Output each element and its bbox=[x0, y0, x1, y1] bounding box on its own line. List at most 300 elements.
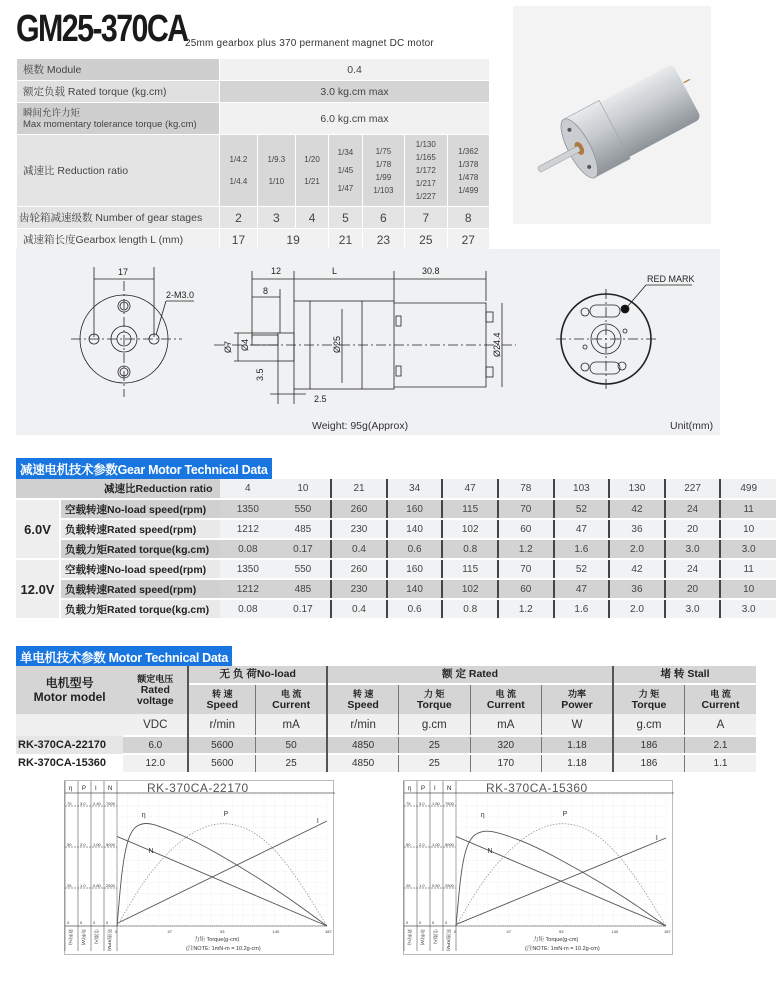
gear-row-label: 空载转速No-load speed(rpm) bbox=[60, 559, 220, 579]
unit-label: g.cm bbox=[613, 714, 684, 736]
gear-row-label: 负载转速Rated speed(rpm) bbox=[60, 519, 220, 539]
gear-data-row bbox=[16, 599, 776, 619]
motor-column-header bbox=[684, 684, 756, 714]
axis-tick-label: 3.0 bbox=[80, 801, 86, 806]
gear-row-value: 10 bbox=[720, 519, 776, 539]
gear-row-value: 1.2 bbox=[498, 599, 554, 619]
gear-row-value: 0.17 bbox=[276, 599, 332, 619]
motor-column-header bbox=[256, 684, 327, 714]
gear-motor-table bbox=[16, 479, 758, 620]
ratio-value: 499 bbox=[720, 479, 776, 499]
axis-name: N bbox=[447, 786, 452, 792]
spec-row-max-torque bbox=[17, 103, 490, 135]
axis-tick-label: 7500 bbox=[445, 801, 454, 806]
axis-tick-label: 0.50 bbox=[432, 883, 440, 888]
gear-row-label: 负载力矩Rated torque(kg.cm) bbox=[60, 539, 220, 559]
series-label: N bbox=[148, 848, 154, 856]
rear-view-drawing bbox=[556, 285, 692, 389]
gear-row-value: 1212 bbox=[220, 519, 276, 539]
gear-row-label: 负载力矩Rated torque(kg.cm) bbox=[60, 599, 220, 619]
gear-row-value: 42 bbox=[609, 559, 665, 579]
gear-row-value: 0.6 bbox=[387, 539, 443, 559]
gear-data-row bbox=[16, 499, 776, 519]
gear-row-value: 60 bbox=[498, 519, 554, 539]
reduction-ratio-group bbox=[257, 135, 295, 207]
reduction-ratio-label: 减速比 Reduction ratio bbox=[17, 135, 220, 207]
axis-tick-label: 0 bbox=[93, 920, 96, 925]
gear-stages-value: 5 bbox=[329, 207, 362, 229]
dim-d24-4: Ø24.4 bbox=[492, 332, 502, 357]
ratio-value: 130 bbox=[609, 479, 665, 499]
geared-motor-photo bbox=[513, 6, 711, 224]
reduction-ratio-group bbox=[447, 135, 489, 207]
voltage-header-cn: 额定电压 bbox=[137, 673, 174, 684]
gear-row-value: 485 bbox=[276, 519, 332, 539]
gear-row-value: 1.2 bbox=[498, 539, 554, 559]
voltage-label: 6.0V bbox=[16, 499, 60, 559]
motor-column-header-en: Current bbox=[701, 698, 740, 711]
axis-unit-label: 电流(A) bbox=[94, 929, 99, 944]
gear-row-label: 空载转速No-load speed(rpm) bbox=[60, 499, 220, 519]
x-tick-label: 93 bbox=[559, 929, 564, 934]
series-label: η bbox=[480, 812, 485, 820]
gear-row-value: 0.4 bbox=[331, 539, 387, 559]
unit-label: r/min bbox=[327, 714, 398, 736]
axis-tick-label: 0 bbox=[80, 920, 83, 925]
ratio-value: 227 bbox=[665, 479, 721, 499]
axis-tick-label: 7500 bbox=[106, 801, 115, 806]
reduction-ratio-value: 1/478 bbox=[458, 172, 479, 182]
axis-unit-label: 转速(RPM) bbox=[107, 929, 112, 951]
gear-row-value: 140 bbox=[387, 519, 443, 539]
motor-value: 1.1 bbox=[684, 754, 756, 772]
x-tick-label: 140 bbox=[611, 929, 619, 934]
gear-row-value: 11 bbox=[720, 559, 776, 579]
reduction-ratio-value: 1/4.4 bbox=[229, 176, 248, 186]
gear-row-value: 0.8 bbox=[442, 539, 498, 559]
gear-row-value: 550 bbox=[276, 559, 332, 579]
motor-value: 5600 bbox=[188, 736, 255, 754]
dim-3-5: 3.5 bbox=[255, 368, 265, 381]
axis-tick-label: 2.0 bbox=[419, 842, 425, 847]
x-tick-label: 47 bbox=[506, 929, 511, 934]
axis-tick-label: 1.00 bbox=[432, 842, 440, 847]
reduction-ratio-value: 1/499 bbox=[458, 185, 479, 195]
axis-unit-label: 效率(%) bbox=[68, 929, 73, 945]
gear-table-title: 减速电机技术参数Gear Motor Technical Data bbox=[16, 458, 272, 480]
gear-stages-value: 3 bbox=[257, 207, 295, 229]
motor-column-header bbox=[542, 684, 613, 714]
dim-d7: Ø7 bbox=[223, 340, 233, 353]
motor-column-header-cn: 电 流 bbox=[280, 688, 302, 699]
motor-value: 5600 bbox=[188, 754, 255, 772]
x-tick-label: 140 bbox=[272, 929, 280, 934]
gear-row-value: 115 bbox=[442, 559, 498, 579]
gear-data-row bbox=[16, 559, 776, 579]
x-tick-label: 93 bbox=[220, 929, 225, 934]
spec-table bbox=[16, 58, 490, 251]
rated-torque-label: 额定负载 Rated torque (kg.cm) bbox=[17, 81, 220, 103]
gear-row-value: 160 bbox=[387, 559, 443, 579]
chart-title: RK-370CA-22170 bbox=[147, 781, 249, 795]
reduction-ratio-value: 1/165 bbox=[415, 153, 436, 162]
series-label: P bbox=[562, 811, 568, 818]
reduction-ratio-value: 1/10 bbox=[268, 176, 285, 186]
gear-row-value: 0.17 bbox=[276, 539, 332, 559]
ratio-value: 10 bbox=[276, 479, 332, 499]
max-torque-label bbox=[17, 103, 220, 135]
series-label: P bbox=[223, 811, 229, 818]
gear-ratio-header-row bbox=[16, 479, 776, 499]
weight-label: Weight: 95g(Approx) bbox=[312, 420, 409, 432]
axis-tick-label: 0.80 bbox=[93, 883, 101, 888]
axis-name: η bbox=[408, 786, 412, 792]
axis-tick-label: 75 bbox=[67, 801, 72, 806]
axis-unit-label: 功率(W) bbox=[81, 929, 86, 946]
motor-column-header bbox=[399, 684, 470, 714]
gear-row-value: 0.8 bbox=[442, 599, 498, 619]
series-label: I bbox=[655, 834, 658, 842]
max-torque-value: 6.0 kg.cm max bbox=[220, 103, 490, 135]
gearbox-length-value: 21 bbox=[329, 229, 362, 251]
gear-row-value: 115 bbox=[442, 499, 498, 519]
gear-row-value: 1.6 bbox=[554, 599, 610, 619]
axis-name: P bbox=[421, 786, 426, 792]
reduction-ratio-group bbox=[362, 135, 404, 207]
motor-column-header-cn: 转 速 bbox=[352, 688, 374, 699]
axis-tick-label: 25 bbox=[67, 883, 72, 888]
gear-stages-label: 齿轮箱减速级数 Number of gear stages bbox=[17, 207, 220, 229]
dim-l: L bbox=[332, 266, 338, 276]
max-torque-label-en: Max momentary tolerance torque (kg.cm) bbox=[23, 118, 197, 130]
axis-tick-label: 0 bbox=[67, 920, 70, 925]
axis-unit-label: 功率(W) bbox=[420, 929, 425, 946]
axis-name: N bbox=[108, 786, 113, 792]
motor-column-header-cn: 力 矩 bbox=[638, 688, 660, 699]
stall-group-header: 堵 转 Stall bbox=[613, 666, 756, 684]
axis-tick-label: 5000 bbox=[106, 842, 115, 847]
x-tick-label: 187 bbox=[325, 929, 332, 934]
motor-column-header-en: Current bbox=[486, 698, 525, 711]
gear-row-value: 24 bbox=[665, 559, 721, 579]
motor-row bbox=[16, 736, 756, 754]
reduction-ratio-value: 1/227 bbox=[415, 192, 436, 201]
gear-data-row bbox=[16, 519, 776, 539]
side-view-drawing bbox=[214, 271, 516, 404]
unit-label: mA bbox=[256, 714, 327, 736]
gear-row-value: 260 bbox=[331, 559, 387, 579]
axis-name: I bbox=[434, 786, 436, 792]
reduction-ratio-value: 1/45 bbox=[337, 165, 354, 175]
axis-unit-label: 电流(A) bbox=[433, 929, 438, 944]
gear-row-value: 70 bbox=[498, 499, 554, 519]
motor-value: 50 bbox=[256, 736, 327, 754]
reduction-ratio-group bbox=[405, 135, 447, 207]
spec-row-reduction-ratio bbox=[17, 135, 490, 207]
chart-title: RK-370CA-15360 bbox=[486, 781, 588, 795]
ratio-value: 103 bbox=[554, 479, 610, 499]
unit-label: r/min bbox=[188, 714, 255, 736]
gear-row-value: 550 bbox=[276, 499, 332, 519]
motor-value: 2.1 bbox=[684, 736, 756, 754]
gear-row-value: 2.0 bbox=[609, 599, 665, 619]
gear-row-value: 102 bbox=[442, 579, 498, 599]
motor-value: 25 bbox=[399, 754, 470, 772]
motor-column-header bbox=[470, 684, 541, 714]
axis-tick-label: 2500 bbox=[106, 883, 115, 888]
performance-chart-22170 bbox=[64, 780, 334, 955]
x-axis-label: 力矩 Torque(g-cm) bbox=[533, 937, 579, 943]
motor-row bbox=[16, 754, 756, 772]
reduction-ratio-value: 1/20 bbox=[304, 154, 320, 164]
dimension-drawing bbox=[16, 249, 720, 435]
gear-stages-value: 4 bbox=[295, 207, 328, 229]
unit-label: W bbox=[542, 714, 613, 736]
gearbox-length-value: 27 bbox=[447, 229, 489, 251]
model-header bbox=[16, 666, 123, 714]
reduction-ratio-value: 1/103 bbox=[373, 185, 394, 195]
red-mark-label: RED MARK bbox=[647, 274, 695, 284]
x-tick-label: 187 bbox=[664, 929, 671, 934]
gear-row-value: 102 bbox=[442, 519, 498, 539]
gear-row-value: 3.0 bbox=[720, 539, 776, 559]
reduction-ratio-value: 1/75 bbox=[375, 146, 392, 156]
dim-12: 12 bbox=[271, 266, 282, 276]
series-label: N bbox=[487, 848, 493, 856]
dim-2-5: 2.5 bbox=[314, 394, 327, 404]
gear-row-value: 47 bbox=[554, 519, 610, 539]
motor-column-header-en: Speed bbox=[206, 698, 238, 711]
axis-tick-label: 0 bbox=[419, 920, 422, 925]
axis-tick-label: 5000 bbox=[445, 842, 454, 847]
motor-table-title: 单电机技术参数 Motor Technical Data bbox=[16, 646, 232, 668]
gear-row-value: 42 bbox=[609, 499, 665, 519]
reduction-ratio-group bbox=[220, 135, 258, 207]
axis-name: P bbox=[82, 786, 87, 792]
gear-row-value: 140 bbox=[387, 579, 443, 599]
spec-row-module bbox=[17, 59, 490, 81]
units-blank bbox=[16, 714, 123, 736]
motor-value: 4850 bbox=[327, 736, 398, 754]
gear-row-value: 36 bbox=[609, 579, 665, 599]
motor-column-header-en: Torque bbox=[631, 698, 667, 711]
dim-8: 8 bbox=[263, 286, 269, 296]
axis-tick-label: 3.0 bbox=[419, 801, 425, 806]
gear-stages-value: 2 bbox=[220, 207, 258, 229]
x-tick-label: 0 bbox=[115, 929, 118, 934]
rated-torque-value: 3.0 kg.cm max bbox=[220, 81, 490, 103]
axis-tick-label: 25 bbox=[406, 883, 411, 888]
voltage-header-en: Rated voltage bbox=[136, 683, 174, 707]
series-line-current bbox=[117, 821, 327, 924]
motor-model: RK-370CA-15360 bbox=[16, 754, 123, 772]
x-tick-label: 0 bbox=[454, 929, 457, 934]
front-view-drawing bbox=[71, 267, 194, 397]
motor-column-header bbox=[613, 684, 684, 714]
reduction-ratio-value: 1/172 bbox=[415, 166, 436, 175]
gear-stages-value: 6 bbox=[362, 207, 404, 229]
unit-label: VDC bbox=[123, 714, 188, 736]
spec-row-gearbox-length bbox=[17, 229, 490, 251]
ratio-value: 21 bbox=[331, 479, 387, 499]
axis-tick-label: 50 bbox=[406, 842, 411, 847]
axis-tick-label: 2.40 bbox=[93, 801, 101, 806]
unit-label: Unit(mm) bbox=[670, 420, 714, 432]
x-axis-label: 力矩 Torque(g-cm) bbox=[194, 937, 240, 943]
reduction-ratio-header: 减速比Reduction ratio bbox=[16, 479, 220, 499]
gear-row-value: 160 bbox=[387, 499, 443, 519]
motor-value: 12.0 bbox=[123, 754, 188, 772]
motor-column-header-cn: 电 流 bbox=[495, 688, 517, 699]
reduction-ratio-value: 1/78 bbox=[375, 159, 392, 169]
motor-value: 6.0 bbox=[123, 736, 188, 754]
gear-row-value: 24 bbox=[665, 499, 721, 519]
motor-value: 170 bbox=[470, 754, 541, 772]
axis-tick-label: 0 bbox=[445, 920, 448, 925]
gear-row-value: 0.08 bbox=[220, 599, 276, 619]
max-torque-label-cn: 瞬间允许力矩 bbox=[23, 107, 81, 119]
gear-row-value: 36 bbox=[609, 519, 665, 539]
gearbox-length-value: 17 bbox=[220, 229, 258, 251]
chart-note: (注NOTE: 1mN-m = 10.2g-cm) bbox=[186, 946, 261, 952]
reduction-ratio-group bbox=[295, 135, 328, 207]
motor-value: 25 bbox=[256, 754, 327, 772]
model-header-en: Motor model bbox=[33, 690, 106, 704]
gearbox-length-value: 25 bbox=[405, 229, 447, 251]
spec-row-rated-torque bbox=[17, 81, 490, 103]
chart-note: (注NOTE: 1mN-m = 10.2g-cm) bbox=[525, 946, 600, 952]
motor-column-header-en: Power bbox=[561, 698, 593, 711]
motor-value: 1.18 bbox=[542, 736, 613, 754]
product-title: GM25-370CA bbox=[16, 8, 188, 50]
gear-row-value: 2.0 bbox=[609, 539, 665, 559]
dim-d4: Ø4 bbox=[240, 338, 250, 351]
gear-row-value: 60 bbox=[498, 579, 554, 599]
gear-row-value: 485 bbox=[276, 579, 332, 599]
axis-tick-label: 1.0 bbox=[419, 883, 425, 888]
axis-tick-label: 0 bbox=[432, 920, 435, 925]
axis-tick-label: 75 bbox=[406, 801, 411, 806]
gearbox-length-value: 23 bbox=[362, 229, 404, 251]
unit-label: mA bbox=[470, 714, 541, 736]
ratio-value: 78 bbox=[498, 479, 554, 499]
model-header-cn: 电机型号 bbox=[45, 676, 94, 690]
axis-tick-label: 50 bbox=[67, 842, 72, 847]
gear-row-value: 3.0 bbox=[720, 599, 776, 619]
gear-row-value: 3.0 bbox=[665, 599, 721, 619]
reduction-ratio-value: 1/9.3 bbox=[267, 154, 286, 164]
gear-row-value: 11 bbox=[720, 499, 776, 519]
voltage-label: 12.0V bbox=[16, 559, 60, 619]
motor-column-header-en: Current bbox=[272, 698, 311, 711]
product-subtitle: 25mm gearbox plus 370 permanent magnet DC motor bbox=[185, 38, 434, 49]
motor-value: 320 bbox=[470, 736, 541, 754]
performance-chart-15360 bbox=[403, 780, 673, 955]
axis-tick-label: 1.50 bbox=[432, 801, 440, 806]
ratio-value: 4 bbox=[220, 479, 276, 499]
motor-value: 1.18 bbox=[542, 754, 613, 772]
gearbox-length-value: 19 bbox=[257, 229, 328, 251]
dim-2-m3: 2-M3.0 bbox=[166, 290, 195, 300]
reduction-ratio-value: 1/34 bbox=[337, 147, 354, 157]
motor-value: 186 bbox=[613, 754, 684, 772]
gear-row-value: 52 bbox=[554, 499, 610, 519]
motor-table bbox=[16, 666, 740, 772]
series-label: I bbox=[316, 818, 319, 826]
motor-model: RK-370CA-22170 bbox=[16, 736, 123, 754]
dim-17: 17 bbox=[118, 267, 129, 277]
unit-label: g.cm bbox=[399, 714, 470, 736]
unit-label: A bbox=[684, 714, 756, 736]
motor-column-header-cn: 力 矩 bbox=[424, 688, 445, 699]
rated-group-header: 额 定 Rated bbox=[327, 666, 613, 684]
noload-group-header: 无 负 荷No-load bbox=[188, 666, 327, 684]
axis-tick-label: 1.60 bbox=[93, 842, 101, 847]
x-tick-label: 47 bbox=[167, 929, 172, 934]
axis-tick-label: 0 bbox=[106, 920, 109, 925]
motor-column-header-en: Torque bbox=[416, 698, 452, 711]
module-value: 0.4 bbox=[220, 59, 490, 81]
gear-row-value: 1.6 bbox=[554, 539, 610, 559]
gear-row-value: 0.6 bbox=[387, 599, 443, 619]
motor-column-header-cn: 转 速 bbox=[211, 688, 233, 699]
dim-30-8: 30.8 bbox=[422, 266, 440, 276]
axis-unit-label: 效率(%) bbox=[407, 929, 412, 945]
axis-tick-label: 2.0 bbox=[80, 842, 86, 847]
gear-row-value: 0.4 bbox=[331, 599, 387, 619]
gear-row-value: 260 bbox=[331, 499, 387, 519]
gear-data-row bbox=[16, 539, 776, 559]
gear-row-value: 230 bbox=[331, 519, 387, 539]
motor-value: 186 bbox=[613, 736, 684, 754]
reduction-ratio-value: 1/378 bbox=[458, 159, 479, 169]
gear-row-value: 230 bbox=[331, 579, 387, 599]
gearbox-length-label: 减速箱长度Gearbox length L (mm) bbox=[17, 229, 220, 251]
dim-d25: Ø25 bbox=[332, 335, 342, 353]
reduction-ratio-value: 1/47 bbox=[337, 183, 354, 193]
series-label: η bbox=[141, 812, 146, 820]
red-mark-dot bbox=[621, 305, 629, 313]
gear-row-value: 0.08 bbox=[220, 539, 276, 559]
gear-row-value: 52 bbox=[554, 559, 610, 579]
motor-column-header-cn: 功率 bbox=[568, 688, 587, 699]
axis-tick-label: 0 bbox=[406, 920, 409, 925]
spec-row-gear-stages bbox=[17, 207, 490, 229]
axis-unit-label: 转速(RPM) bbox=[446, 929, 451, 951]
axis-tick-label: 1.0 bbox=[80, 883, 86, 888]
motor-column-header bbox=[188, 684, 255, 714]
gear-row-value: 1350 bbox=[220, 559, 276, 579]
reduction-ratio-value: 1/4.2 bbox=[229, 154, 248, 164]
series-line-efficiency bbox=[117, 824, 327, 927]
gear-row-value: 70 bbox=[498, 559, 554, 579]
axis-name: η bbox=[69, 786, 73, 792]
axis-name: I bbox=[95, 786, 97, 792]
gear-row-value: 20 bbox=[665, 519, 721, 539]
axis-tick-label: 2500 bbox=[445, 883, 454, 888]
reduction-ratio-value: 1/21 bbox=[304, 176, 320, 186]
ratio-value: 47 bbox=[442, 479, 498, 499]
motor-value: 25 bbox=[399, 736, 470, 754]
gear-stages-value: 8 bbox=[447, 207, 489, 229]
motor-photo-icon bbox=[513, 6, 711, 224]
motor-column-header bbox=[327, 684, 398, 714]
motor-column-header-en: Speed bbox=[347, 698, 379, 711]
reduction-ratio-value: 1/130 bbox=[415, 140, 436, 149]
reduction-ratio-value: 1/217 bbox=[415, 179, 436, 188]
module-label: 模数 Module bbox=[17, 59, 220, 81]
reduction-ratio-value: 1/99 bbox=[375, 172, 392, 182]
